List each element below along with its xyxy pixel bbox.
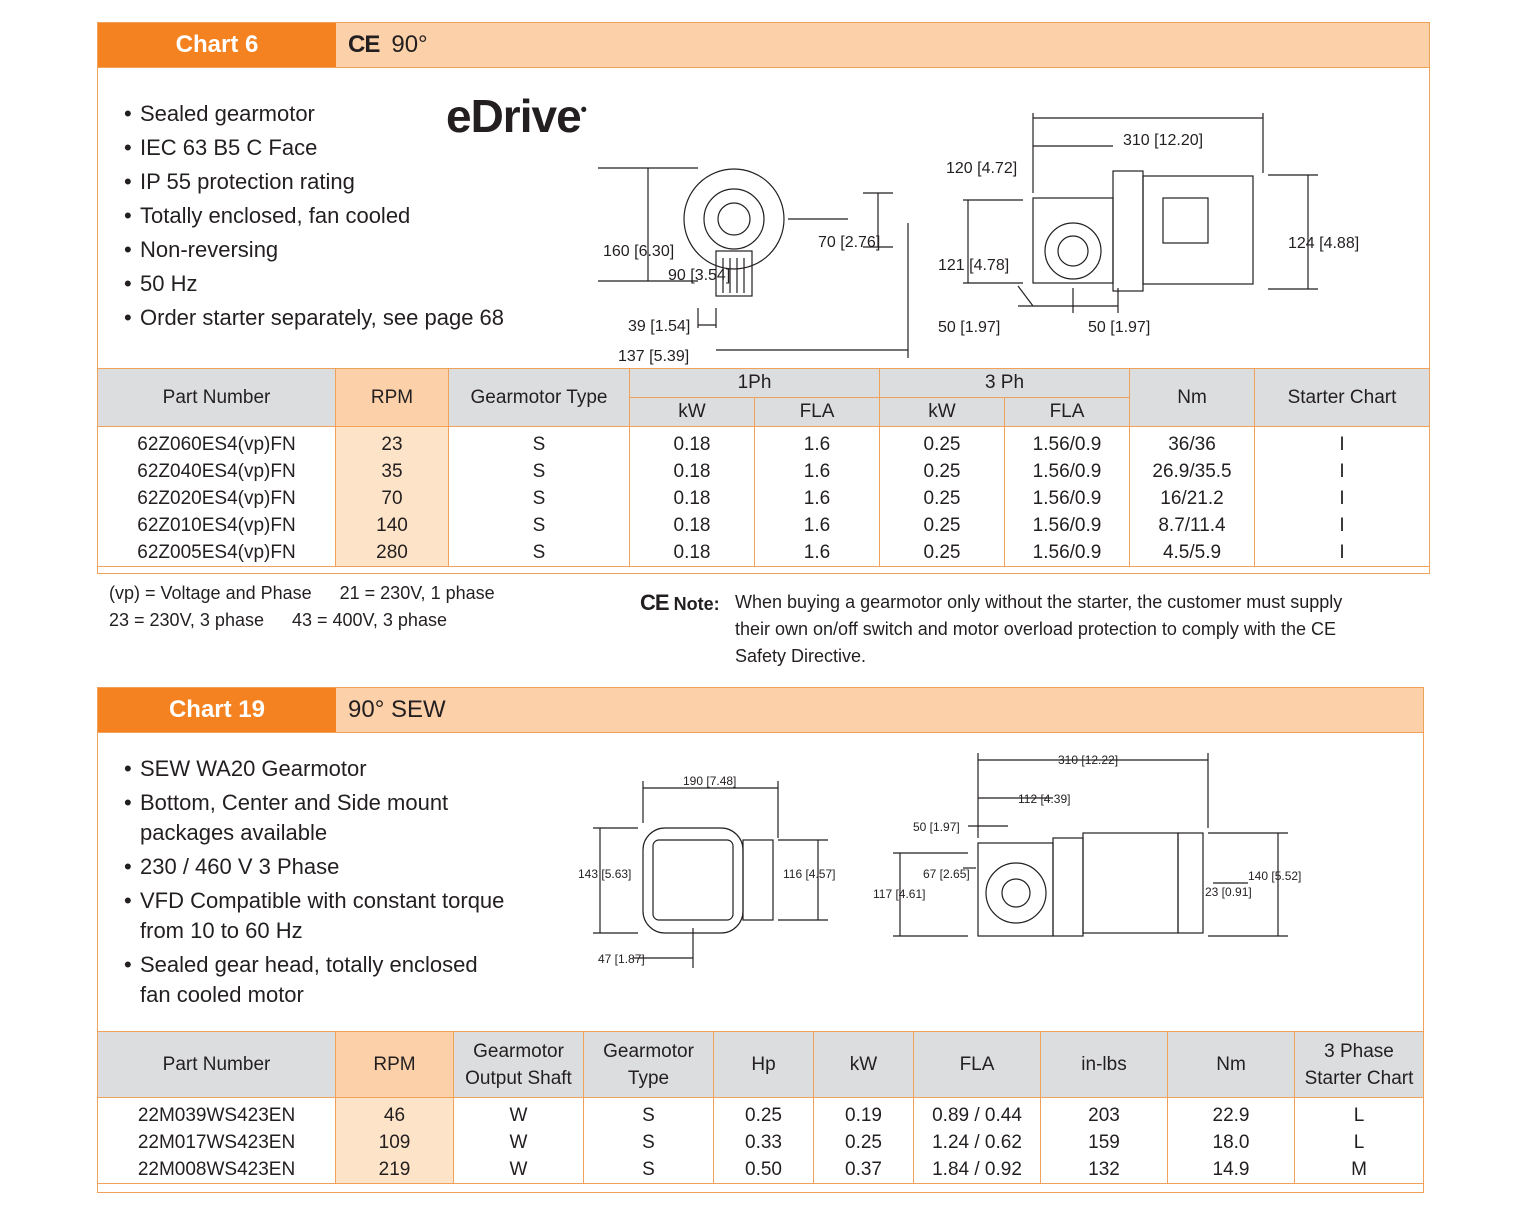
dim-50a: 50 [1.97] [938,319,1001,336]
table-cell: 0.89 / 0.44 [914,1098,1041,1130]
table-cell: I [1255,485,1430,512]
table-row [98,539,1430,567]
table-cell: 1.6 [755,539,880,567]
table-cell: 62Z020ES4(vp)FN [98,485,336,512]
table-cell: 23 [336,427,449,459]
chart6-angle: 90° [391,31,428,58]
dim-39: 39 [1.54] [628,318,691,335]
table-cell: 35 [336,458,449,485]
col-3ph-kw: kW [880,398,1005,427]
note-line-1: When buying a gearmotor only without the starter, the customer must supply [735,592,1343,612]
table-cell: 46 [336,1098,454,1130]
chart6-title [348,23,428,67]
table-cell: 0.18 [630,458,755,485]
chart19-title: 90° SEW [348,696,446,723]
table-cell: S [584,1098,714,1130]
col-part-number: Part Number [98,1032,336,1098]
col-nm: Nm [1130,369,1255,427]
chart6-front-view-drawing [548,163,898,363]
dim-140: 140 [5.52] [1248,869,1302,883]
table-cell: 1.6 [755,485,880,512]
col-rpm: RPM [336,1032,454,1098]
ce-mark-icon: CE [640,590,669,615]
table-cell: 0.18 [630,512,755,539]
table-cell: S [449,512,630,539]
col-starter-chart: 3 Phase Starter Chart [1295,1032,1424,1098]
table-cell: 0.37 [814,1156,914,1184]
col-kw: kW [814,1032,914,1098]
table-cell: 1.6 [755,512,880,539]
ce-mark-icon: CE [348,31,380,58]
dim-70: 70 [2.76] [818,234,881,251]
chart6-bullet: • Non-reversing [124,235,504,265]
col-in-lbs: in-lbs [1041,1032,1168,1098]
table-cell: L [1295,1129,1424,1156]
chart19-header [98,688,1423,733]
table-cell: I [1255,458,1430,485]
table-cell: 62Z060ES4(vp)FN [98,427,336,459]
chart6-section [97,22,1430,574]
table-cell: 0.19 [814,1098,914,1130]
chart19-front-view-drawing [578,774,858,978]
table-cell: 109 [336,1129,454,1156]
col-3ph-fla: FLA [1005,398,1130,427]
table-cell: 16/21.2 [1130,485,1255,512]
legend-vp: (vp) = Voltage and Phase [109,583,312,603]
table-cell: 26.9/35.5 [1130,458,1255,485]
table-cell: 1.56/0.9 [1005,539,1130,567]
col-gearmotor-type: Gearmotor Type [449,369,630,427]
table-row [98,512,1430,539]
edrive-logo: eDrive• [446,90,586,142]
chart19-table [97,1031,1424,1184]
table-cell: W [454,1129,584,1156]
table-cell: 219 [336,1156,454,1184]
chart19-side-view-drawing [868,748,1302,948]
table-cell: 0.25 [714,1098,814,1130]
table-cell: 70 [336,485,449,512]
chart19-bullet: • VFD Compatible with constant torque from 10 to 60 Hz [124,886,504,946]
dim-137: 137 [5.39] [618,348,690,365]
dim-190: 190 [7.48] [683,774,737,788]
dim-120: 120 [4.72] [946,160,1018,177]
dim-23: 23 [0.91] [1205,885,1252,899]
dim-124: 124 [4.88] [1288,235,1360,252]
table-cell: 280 [336,539,449,567]
table-row [98,1156,1424,1184]
chart6-header [98,23,1429,68]
chart6-bullet: • Order starter separately, see page 68 [124,303,504,333]
dim-50b: 50 [1.97] [1088,319,1151,336]
table-cell: 0.25 [880,512,1005,539]
col-1ph: 1Ph [630,369,880,398]
chart6-bullet: • 50 Hz [124,269,504,299]
table-cell: S [449,458,630,485]
table-cell: 140 [336,512,449,539]
col-3ph: 3 Ph [880,369,1130,398]
col-fla: FLA [914,1032,1041,1098]
table-cell: 18.0 [1168,1129,1295,1156]
table-cell: 0.25 [880,427,1005,459]
note-line-2: their own on/off switch and motor overload protection to comply with the CE [735,619,1336,639]
table-row [98,458,1430,485]
dim-117: 117 [4.61] [873,887,926,901]
table-cell: 14.9 [1168,1156,1295,1184]
table-cell: 0.50 [714,1156,814,1184]
legend-21: 21 = 230V, 1 phase [339,583,495,603]
table-cell: S [449,485,630,512]
legend-43: 43 = 400V, 3 phase [291,610,447,630]
table-cell: 132 [1041,1156,1168,1184]
col-nm: Nm [1168,1032,1295,1098]
table-cell: S [584,1156,714,1184]
table-cell: W [454,1156,584,1184]
table-cell: 203 [1041,1098,1168,1130]
chart6-side-view-drawing [938,103,1360,336]
dim-310: 310 [12.20] [1123,132,1204,149]
chart6-table [97,368,1430,567]
table-cell: 36/36 [1130,427,1255,459]
table-cell: 0.25 [880,539,1005,567]
table-cell: 22.9 [1168,1098,1295,1130]
table-cell: 0.25 [814,1129,914,1156]
table-cell: 0.18 [630,427,755,459]
col-part-number: Part Number [98,369,336,427]
dim-67: 67 [2.65] [923,867,970,881]
chart6-tab: Chart 6 [98,23,336,67]
table-cell: 1.56/0.9 [1005,485,1130,512]
chart6-bullet: • IP 55 protection rating [124,167,504,197]
table-row [98,427,1430,459]
chart19-feature-list [124,754,504,1014]
table-cell: 0.18 [630,539,755,567]
table-cell: I [1255,512,1430,539]
table-row [98,485,1430,512]
col-gearmotor-type: Gearmotor Type [584,1032,714,1098]
table-cell: 1.56/0.9 [1005,512,1130,539]
table-cell: 62Z005ES4(vp)FN [98,539,336,567]
table-cell: 1.56/0.9 [1005,427,1130,459]
table-cell: 1.6 [755,458,880,485]
chart19-bullet: • Bottom, Center and Side mount packages available [124,788,504,848]
chart6-bullet: • Totally enclosed, fan cooled [124,201,504,231]
table-cell: W [454,1098,584,1130]
table-cell: 1.56/0.9 [1005,458,1130,485]
table-cell: 0.25 [880,458,1005,485]
chart19-bullet: • 230 / 460 V 3 Phase [124,852,504,882]
chart19-section [97,687,1424,1193]
table-cell: 0.18 [630,485,755,512]
table-cell: I [1255,539,1430,567]
table-cell: 22M039WS423EN [98,1098,336,1130]
chart6-legend [109,580,495,634]
table-cell: 62Z010ES4(vp)FN [98,512,336,539]
table-row [98,1098,1424,1130]
dim-47: 47 [1.87] [598,952,645,966]
chart6-bullet: • Sealed gearmotor [124,99,504,129]
table-cell: 0.33 [714,1129,814,1156]
table-row [98,1129,1424,1156]
dim-310-sew: 310 [12.22] [1058,753,1119,767]
chart19-tab: Chart 19 [98,688,336,732]
table-cell: 4.5/5.9 [1130,539,1255,567]
chart6-bullet: • IEC 63 B5 C Face [124,133,504,163]
chart19-bullet: • Sealed gear head, totally enclosed fan cooled motor [124,950,504,1010]
col-rpm: RPM [336,369,449,427]
dim-90: 90 [3.54] [668,267,731,284]
table-cell: I [1255,427,1430,459]
col-starter-chart: Starter Chart [1255,369,1430,427]
table-cell: M [1295,1156,1424,1184]
table-cell: 22M008WS423EN [98,1156,336,1184]
col-output-shaft: Gearmotor Output Shaft [454,1032,584,1098]
table-cell: 0.25 [880,485,1005,512]
col-1ph-fla: FLA [755,398,880,427]
dim-112: 112 [4.39] [1018,792,1071,806]
chart19-bullet: • SEW WA20 Gearmotor [124,754,504,784]
table-cell: 159 [1041,1129,1168,1156]
table-cell: L [1295,1098,1424,1130]
table-cell: S [449,539,630,567]
table-cell: 22M017WS423EN [98,1129,336,1156]
note-label: Note: [673,594,720,614]
dim-143: 143 [5.63] [578,867,632,881]
dim-160: 160 [6.30] [603,243,675,260]
table-cell: 1.84 / 0.92 [914,1156,1041,1184]
col-hp: Hp [714,1032,814,1098]
legend-23: 23 = 230V, 3 phase [109,610,264,630]
table-cell: S [449,427,630,459]
table-cell: 1.6 [755,427,880,459]
col-1ph-kw: kW [630,398,755,427]
table-cell: 1.24 / 0.62 [914,1129,1041,1156]
dim-121: 121 [4.78] [938,257,1010,274]
table-cell: 8.7/11.4 [1130,512,1255,539]
dim-50-sew: 50 [1.97] [913,820,960,834]
dim-116: 116 [4.57] [783,867,836,881]
table-cell: S [584,1129,714,1156]
note-line-3: Safety Directive. [735,646,867,666]
table-cell: 62Z040ES4(vp)FN [98,458,336,485]
